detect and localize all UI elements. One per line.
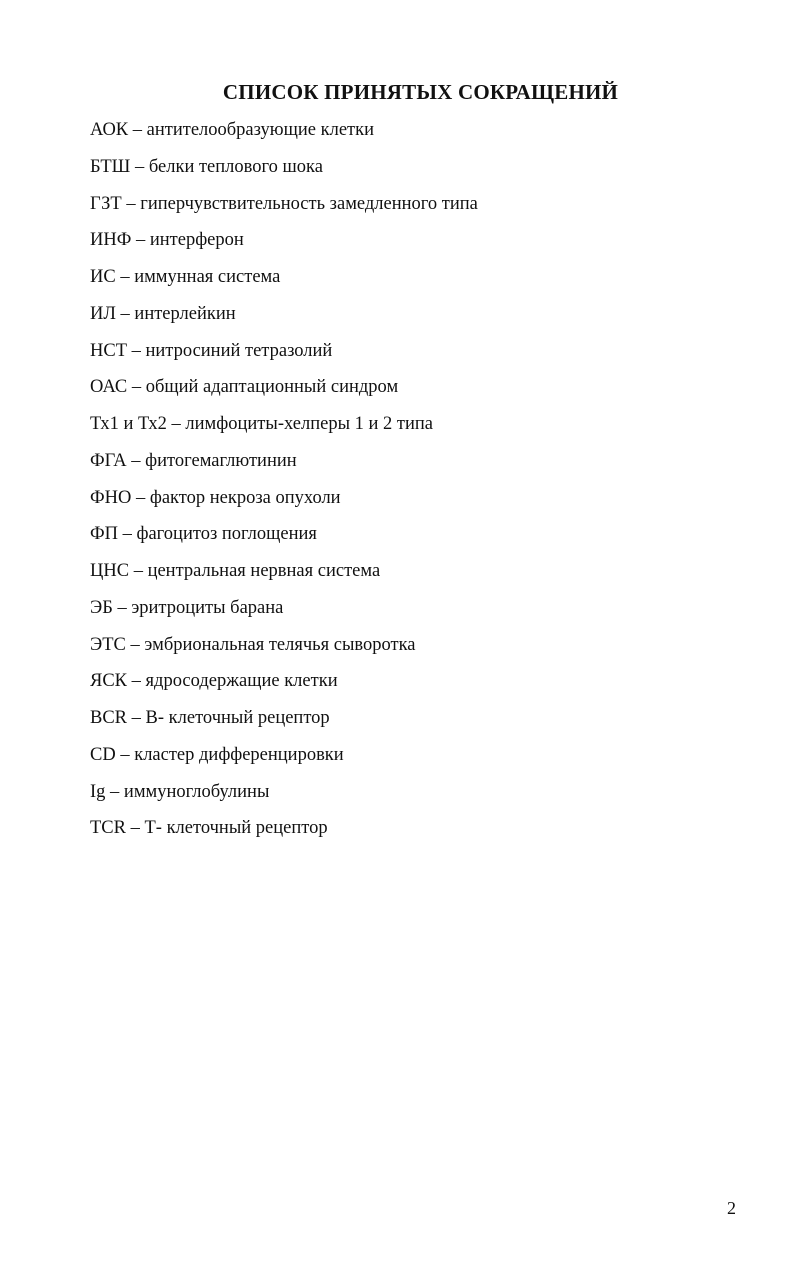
- list-item: [90, 228, 478, 265]
- list-item: [90, 302, 478, 339]
- list-item: [90, 155, 478, 192]
- abbreviation-definition: иммунная система: [134, 267, 281, 287]
- abbreviation-term: ИНФ: [90, 230, 132, 251]
- list-item: [90, 633, 478, 670]
- separator: –: [128, 120, 147, 140]
- abbreviation-definition: ядросодержащие клетки: [145, 671, 338, 692]
- list-item: [90, 118, 478, 155]
- separator: –: [127, 340, 146, 361]
- list-item: [90, 743, 478, 780]
- list-item: [90, 265, 478, 302]
- list-item: [90, 780, 478, 817]
- list-item: [90, 596, 478, 633]
- list-item: [90, 816, 478, 853]
- abbreviation-definition: интерлейкин: [134, 303, 236, 324]
- abbreviation-term: ЦНС: [90, 561, 130, 581]
- abbreviation-definition: белки теплового шока: [148, 156, 323, 177]
- abbreviation-definition: кластер дифференцировки: [134, 744, 344, 765]
- separator: –: [130, 156, 149, 177]
- separator: –: [166, 414, 186, 434]
- abbreviation-list: [90, 118, 478, 853]
- abbreviation-definition: центральная нервная система: [147, 561, 381, 581]
- separator: –: [115, 744, 135, 765]
- abbreviation-definition: интерферон: [149, 230, 244, 251]
- separator: –: [125, 634, 145, 655]
- abbreviation-term: НСТ: [90, 340, 127, 361]
- abbreviation-definition: фитогемаглютинин: [145, 450, 297, 471]
- separator: –: [126, 450, 146, 471]
- abbreviation-definition: фактор некроза опухоли: [149, 487, 341, 508]
- separator: –: [127, 377, 146, 398]
- abbreviation-term: ЯСК: [90, 671, 128, 692]
- separator: –: [115, 303, 135, 324]
- separator: –: [131, 487, 150, 508]
- separator: –: [129, 561, 148, 581]
- abbreviation-term: ФГА: [90, 450, 127, 471]
- separator: –: [121, 193, 141, 214]
- separator: –: [131, 230, 150, 251]
- abbreviation-term: АОК: [90, 120, 129, 140]
- separator: –: [115, 267, 135, 287]
- abbreviation-definition: лимфоциты-хелперы 1 и 2 типа: [185, 414, 433, 434]
- separator: –: [127, 671, 146, 692]
- list-item: [90, 449, 478, 486]
- page-title: СПИСОК ПРИНЯТЫХ СОКРАЩЕНИЙ: [222, 80, 619, 104]
- separator: –: [125, 818, 145, 839]
- abbreviation-term: ЭБ: [90, 597, 113, 618]
- abbreviation-term: TCR: [90, 818, 126, 839]
- abbreviation-term: ФНО: [90, 487, 132, 508]
- abbreviation-term: ИЛ: [90, 303, 116, 324]
- abbreviation-definition: антителообразующие клетки: [146, 120, 375, 140]
- abbreviation-term: Ig: [90, 781, 106, 802]
- abbreviation-term: BCR: [90, 708, 128, 728]
- list-item: [90, 339, 478, 376]
- separator: –: [112, 597, 132, 618]
- abbreviation-definition: общий адаптационный синдром: [145, 377, 399, 398]
- abbreviation-term: ФП: [90, 524, 118, 545]
- abbreviation-term: БТШ: [90, 156, 131, 177]
- abbreviation-definition: нитросиний тетразолий: [145, 340, 333, 361]
- list-item: [90, 522, 478, 559]
- list-item: [90, 559, 478, 596]
- abbreviation-term: ИС: [90, 267, 116, 287]
- abbreviation-definition: Т- клеточный рецептор: [144, 818, 328, 839]
- abbreviation-definition: эмбриональная телячья сыворотка: [144, 634, 416, 655]
- abbreviation-definition: гиперчувствительность замедленного типа: [140, 193, 478, 214]
- list-item: [90, 669, 478, 706]
- list-item: [90, 706, 478, 743]
- abbreviation-definition: иммуноглобулины: [123, 781, 270, 802]
- list-item: [90, 412, 478, 449]
- separator: –: [105, 781, 124, 802]
- page-number: 2: [727, 1198, 736, 1218]
- abbreviation-term: Тх1 и Тх2: [90, 414, 167, 434]
- list-item: [90, 486, 478, 523]
- abbreviation-definition: эритроциты барана: [131, 597, 284, 618]
- abbreviation-term: ЭТС: [90, 634, 126, 655]
- abbreviation-definition: фагоцитоз поглощения: [136, 524, 317, 545]
- separator: –: [117, 524, 137, 545]
- abbreviation-term: ГЗТ: [90, 193, 122, 214]
- separator: –: [127, 708, 146, 728]
- abbreviation-term: CD: [90, 744, 116, 765]
- list-item: [90, 192, 478, 229]
- abbreviation-term: ОАС: [90, 377, 128, 398]
- abbreviation-definition: В- клеточный рецептор: [145, 708, 330, 728]
- list-item: [90, 375, 478, 412]
